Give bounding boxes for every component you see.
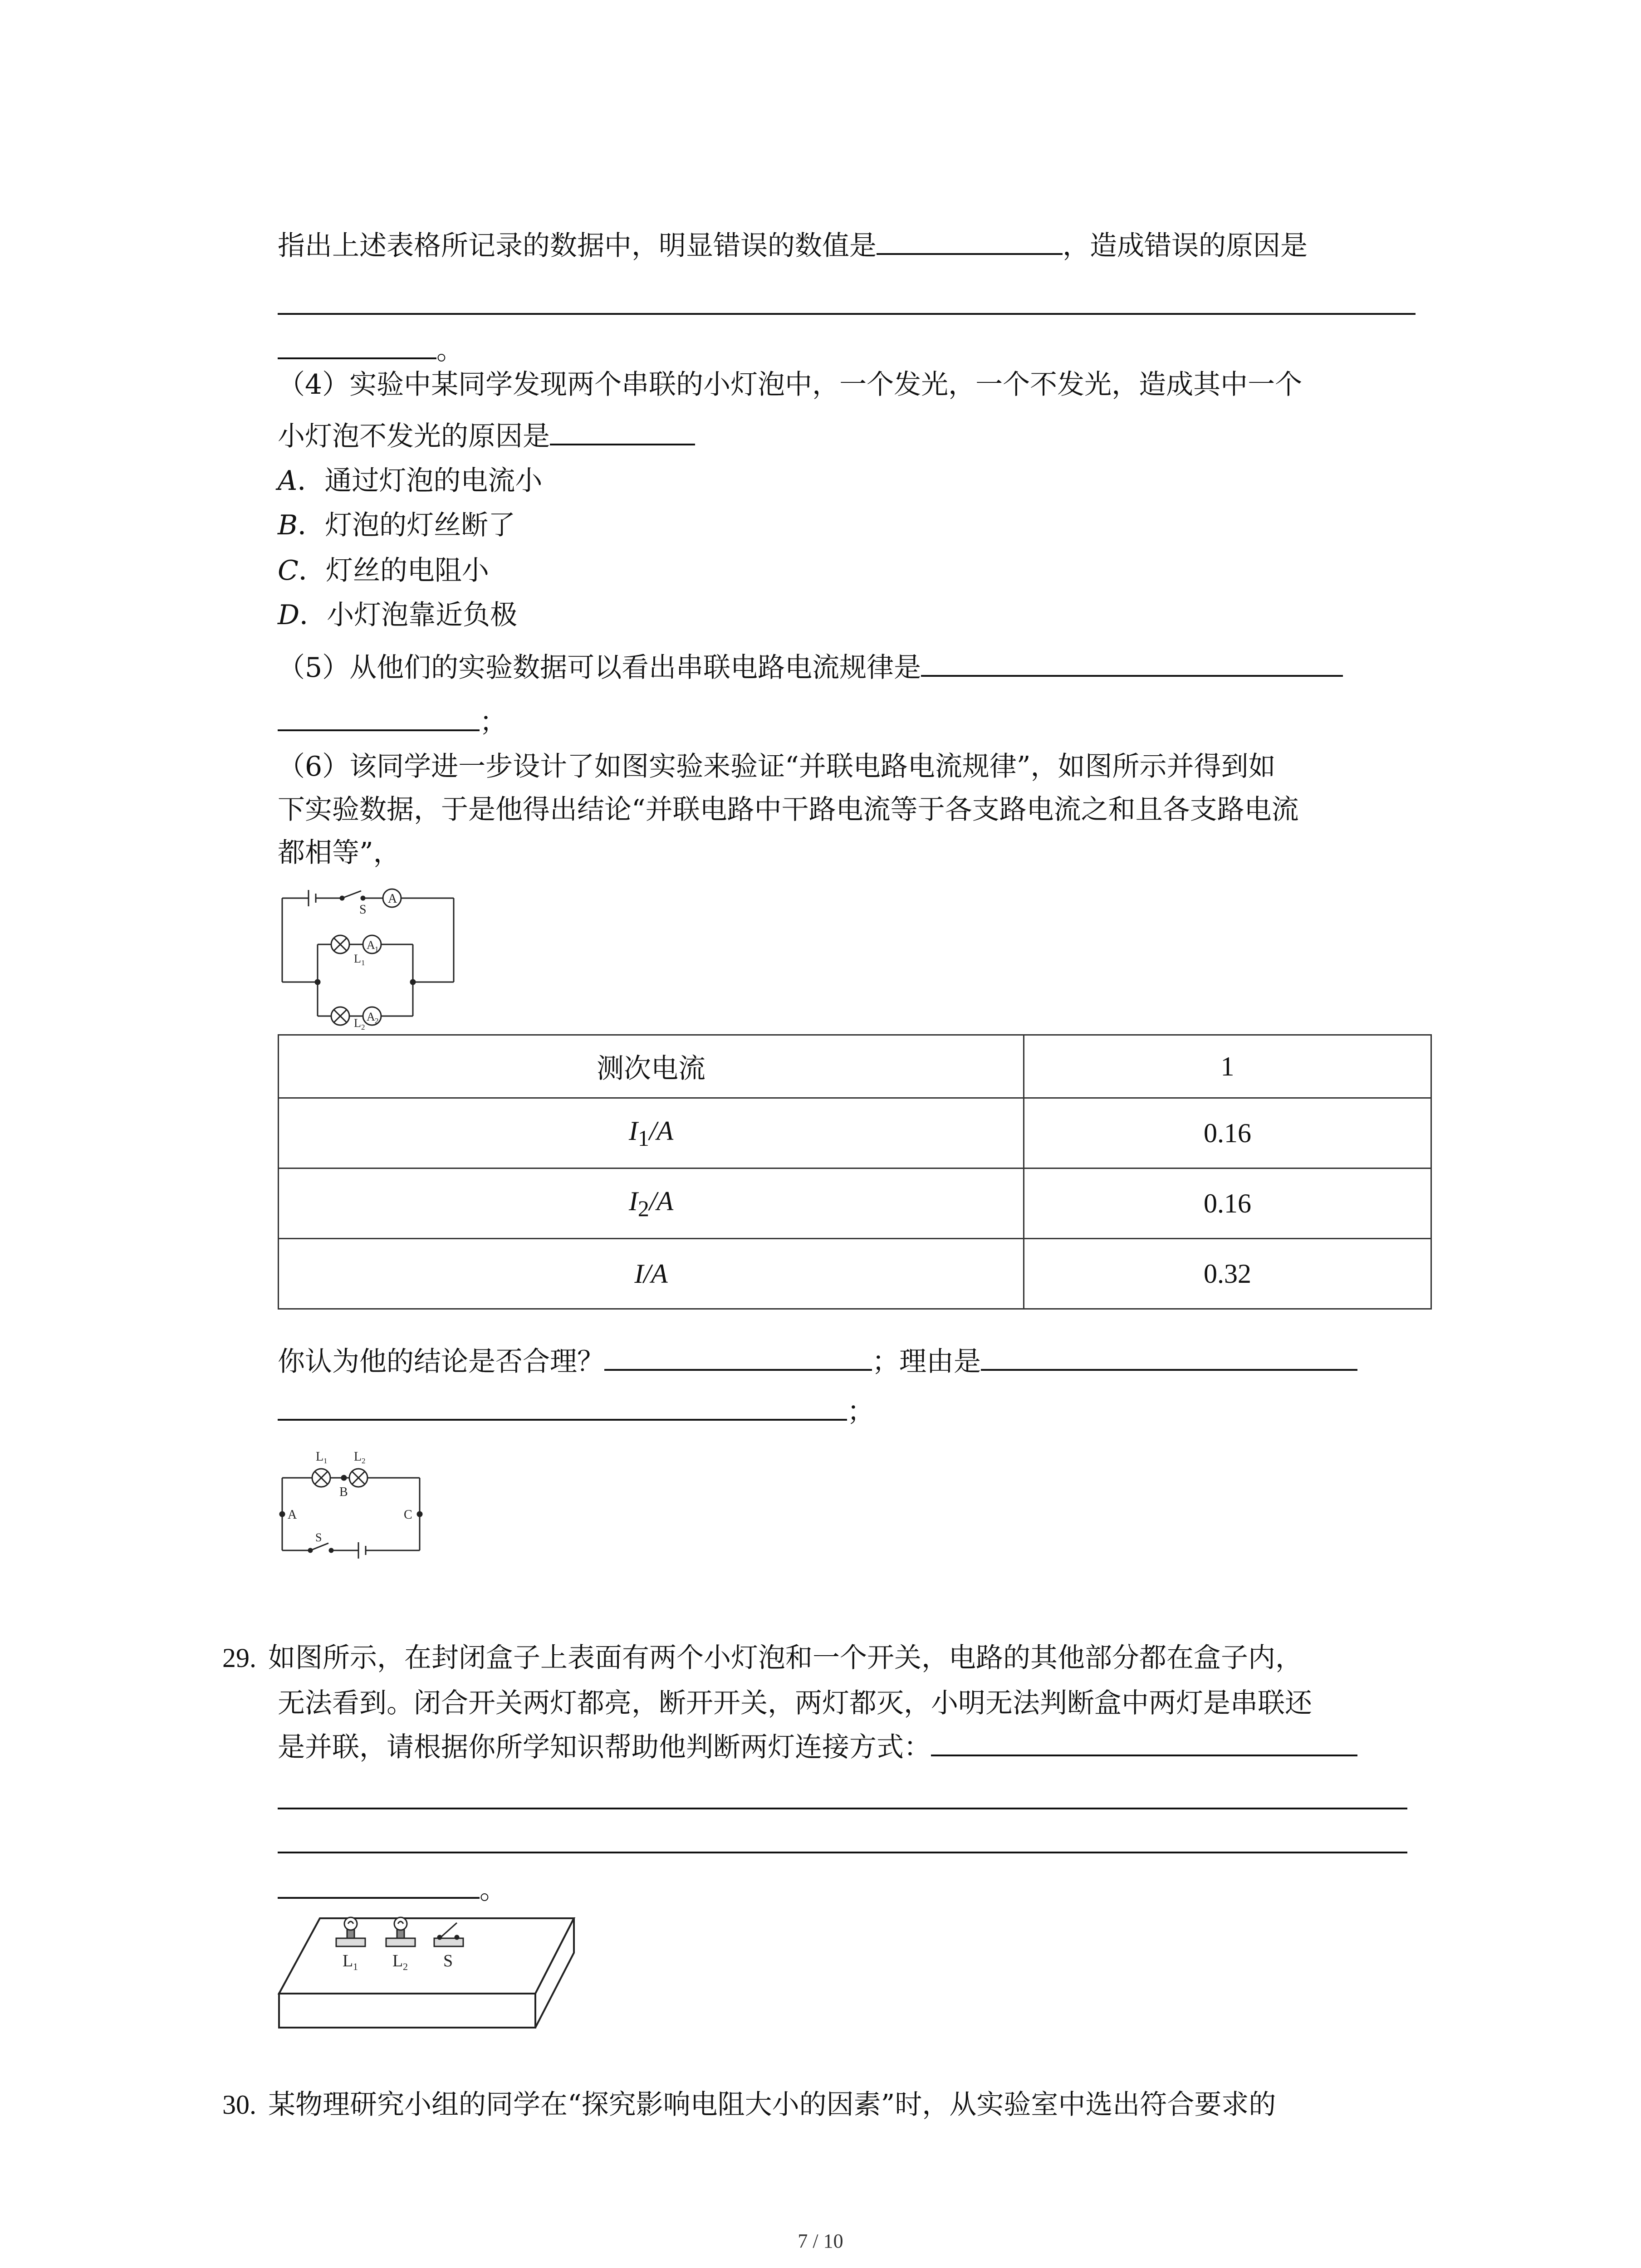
table-cell-label: $I_1/A$ (279, 1098, 1024, 1168)
series-circuit-figure (272, 1447, 436, 1560)
q30-number: 30. (222, 2090, 256, 2120)
svg-text:C: C (404, 1508, 412, 1522)
closed-box-figure (274, 1912, 578, 2034)
switch-icon (310, 1543, 328, 1550)
box-top-face (279, 1918, 574, 1994)
svg-text:A: A (367, 938, 375, 952)
q6-line3: 都相等”， (278, 837, 401, 869)
svg-text:1: 1 (375, 945, 379, 953)
q30-line1: 30. 某物理研究小组的同学在“探究影响电阻大小的因素”时，从实验室中选出符合要求的 (222, 2089, 1276, 2121)
svg-text:B: B (339, 1485, 348, 1499)
q29-answer-blank-3[interactable] (278, 1852, 1407, 1853)
table-header-row (279, 1035, 1431, 1098)
option-a[interactable]: A．通过灯泡的电流小 (278, 465, 543, 497)
svg-text:1: 1 (353, 1961, 358, 1972)
reason-line2: ； (278, 1393, 874, 1430)
table-row (279, 1098, 1431, 1168)
switch-icon (342, 891, 361, 898)
option-b[interactable]: B．灯泡的灯丝断了 (278, 509, 516, 541)
q29-line1: 29. 如图所示，在封闭盒子上表面有两个小灯泡和一个开关，电路的其他部分都在盒子内， (222, 1642, 1303, 1674)
error-value-blank[interactable] (877, 227, 1063, 255)
q5-answer-blank[interactable] (921, 649, 1343, 677)
q29-answer-blank[interactable] (931, 1728, 1357, 1756)
svg-text:S: S (443, 1951, 453, 1970)
reason-answer-blank[interactable] (981, 1343, 1357, 1371)
svg-text:L: L (316, 1450, 324, 1464)
q5-answer-blank-2[interactable] (278, 703, 480, 731)
error-reason-blank-2[interactable] (278, 331, 436, 359)
q4-line1: （4）实验中某同学发现两个串联的小灯泡中，一个发光，一个不发光，造成其中一个 (278, 369, 1303, 401)
svg-text:2: 2 (361, 1023, 365, 1031)
box-front-face (279, 1994, 535, 2028)
svg-text:2: 2 (375, 1017, 379, 1025)
table-header-cell: 测次电流 (279, 1035, 1024, 1098)
reason-line1: 你认为他的结论是否合理？ ；理由是 (278, 1343, 1357, 1380)
table-cell-label: $I_2/A$ (279, 1168, 1024, 1239)
q29-number: 29. (222, 1643, 256, 1673)
table-cell-value: 0.16 (1024, 1168, 1431, 1239)
table-header-cell: 1 (1024, 1035, 1431, 1098)
q29-line3: 是并联，请根据你所学知识帮助他判断两灯连接方式： (278, 1728, 1357, 1765)
reason-answer-blank-2[interactable] (278, 1393, 847, 1421)
parallel-current-table (278, 1034, 1432, 1310)
svg-text:L: L (343, 1951, 353, 1970)
svg-text:1: 1 (323, 1457, 328, 1465)
page-number: 7 / 10 (798, 2230, 843, 2252)
svg-text:A: A (388, 892, 397, 906)
q6-line1: （6）该同学进一步设计了如图实验来验证“并联电路电流规律”，如图所示并得到如 (278, 751, 1276, 782)
svg-text:L: L (354, 952, 361, 965)
table-row (279, 1239, 1431, 1309)
reasonable-answer-blank[interactable] (604, 1343, 872, 1371)
svg-text:S: S (359, 903, 367, 917)
parallel-circuit-figure (272, 885, 463, 1031)
q4-line2: 小灯泡不发光的原因是 (278, 417, 695, 455)
table-row (279, 1168, 1431, 1239)
svg-text:2: 2 (362, 1457, 366, 1465)
option-d[interactable]: D．小灯泡靠近负极 (278, 599, 518, 631)
error-reason-blank[interactable] (278, 313, 1416, 315)
q29-line2: 无法看到。闭合开关两灯都亮，断开开关，两灯都灭，小明无法判断盒中两灯是串联还 (278, 1687, 1312, 1719)
svg-text:1: 1 (361, 958, 365, 967)
table-cell-label: I/A (279, 1239, 1024, 1309)
q29-answer-blank-2[interactable] (278, 1808, 1407, 1809)
q29-line-end: 。 (278, 1871, 507, 1908)
option-c[interactable]: C．灯丝的电阻小 (278, 555, 489, 587)
error-value-line: 指出上述表格所记录的数据中，明显错误的数值是 ，造成错误的原因是 (278, 227, 1308, 264)
svg-text:L: L (354, 1017, 361, 1030)
q5-line1: （5）从他们的实验数据可以看出串联电路电流规律是 (278, 649, 1343, 686)
q4-answer-blank[interactable] (550, 417, 695, 445)
table-cell-value: 0.32 (1024, 1239, 1431, 1309)
error-reason-line-end: 。 (278, 331, 464, 368)
q29-answer-blank-4[interactable] (278, 1871, 480, 1899)
svg-text:2: 2 (403, 1961, 408, 1972)
svg-text:L: L (354, 1450, 362, 1464)
q5-line2: ； (278, 703, 507, 740)
svg-text:A: A (288, 1508, 297, 1522)
q6-line2: 下实验数据，于是他得出结论“并联电路中干路电流等于各支路电流之和且各支路电流 (278, 794, 1299, 826)
svg-text:S: S (315, 1531, 322, 1544)
table-cell-value: 0.16 (1024, 1098, 1431, 1168)
svg-text:L: L (392, 1951, 403, 1970)
svg-text:A: A (367, 1010, 375, 1023)
